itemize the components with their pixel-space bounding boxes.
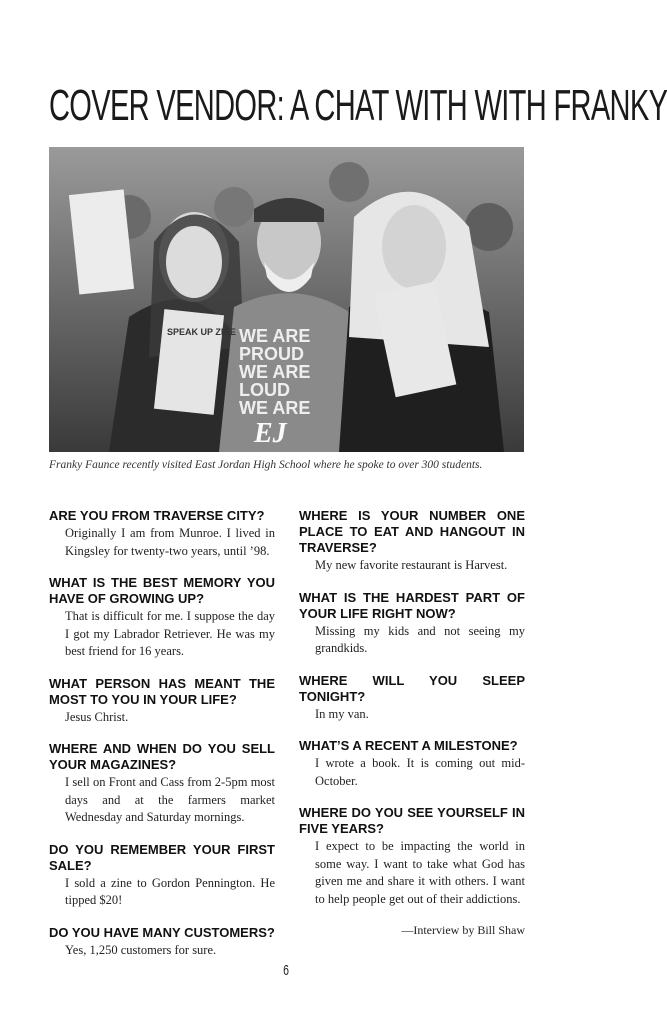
photo-caption: Franky Faunce recently visited East Jordan High School where he spoke to over 300 students. (49, 459, 483, 471)
qa-item (49, 508, 275, 560)
qa-item (49, 741, 275, 827)
answer: In my van. (315, 706, 369, 721)
qa-item (49, 575, 275, 661)
shirt-text-3: WE ARE (239, 362, 311, 382)
photo-illustration (49, 147, 524, 452)
answer: That is difficult for me. I suppose the day I got my Labrador Retriever. He was my best friend for 16 years. (65, 609, 275, 658)
answer: Missing my kids and not seeing my grandkids. (315, 623, 525, 655)
qa-item (49, 676, 275, 727)
interview-credit: —Interview by Bill Shaw (401, 923, 525, 937)
qa-item (299, 673, 525, 724)
question: ARE YOU FROM TRAVERSE CITY? (49, 508, 265, 523)
answer: I wrote a book. It is coming out mid-October. (315, 756, 525, 788)
qa-item (49, 842, 275, 910)
shirt-text-4: LOUD (239, 380, 290, 400)
article-photo (49, 147, 524, 452)
answer: Originally I am from Munroe. I lived in Kingsley for twenty-two years, until ’98. (65, 526, 275, 558)
answer: I expect to be impacting the world in some way. I want to take what God has given me and share it with others. I want to help people get out of their addictions. (315, 839, 525, 906)
question: WHERE IS YOUR NUMBER ONE PLACE TO EAT AND HANGOUT IN TRAVERSE? (299, 508, 525, 555)
qa-item (299, 508, 525, 575)
question: WHAT PERSON HAS MEANT THE MOST TO YOU IN YOUR LIFE? (49, 675, 275, 707)
shirt-text-5: WE ARE (239, 398, 311, 418)
qa-item (299, 590, 525, 658)
magazine-cover-text: SPEAK UP ZINE (167, 327, 236, 337)
right-column (299, 508, 525, 938)
qa-item (299, 738, 525, 790)
left-column (49, 508, 275, 974)
question: WHAT IS THE HARDEST PART OF YOUR LIFE RIGHT NOW? (299, 589, 525, 621)
qa-item (299, 805, 525, 908)
question: DO YOU HAVE MANY CUSTOMERS? (49, 924, 275, 940)
question: DO YOU REMEMBER YOUR FIRST SALE? (49, 841, 275, 873)
question: WHERE WILL YOU SLEEP TONIGHT? (299, 672, 525, 704)
page-number: 6 (283, 962, 289, 979)
answer: Yes, 1,250 customers for sure. (65, 942, 217, 957)
qa-item (49, 925, 275, 960)
question: WHAT IS THE BEST MEMORY YOU HAVE OF GROWING UP? (49, 575, 275, 606)
question: WHAT’S A RECENT A MILESTONE? (299, 738, 518, 753)
answer: Jesus Christ. (65, 709, 129, 724)
answer: I sold a zine to Gordon Pennington. He tipped $20! (65, 875, 275, 907)
shirt-text-2: PROUD (239, 344, 305, 364)
question: WHERE DO YOU SEE YOURSELF IN FIVE YEARS? (299, 805, 525, 836)
shirt-text-6: EJ (254, 418, 287, 449)
answer: I sell on Front and Cass from 2-5pm most days and at the farmers market Wednesday and Saturday mornings. (65, 775, 275, 824)
question: WHERE AND WHEN DO YOU SELL YOUR MAGAZINES? (49, 741, 275, 772)
answer: My new favorite restaurant is Harvest. (315, 558, 508, 572)
shirt-text-1: WE ARE (239, 326, 311, 346)
article-title: COVER VENDOR: A CHAT WITH WITH FRANKY (49, 81, 667, 130)
